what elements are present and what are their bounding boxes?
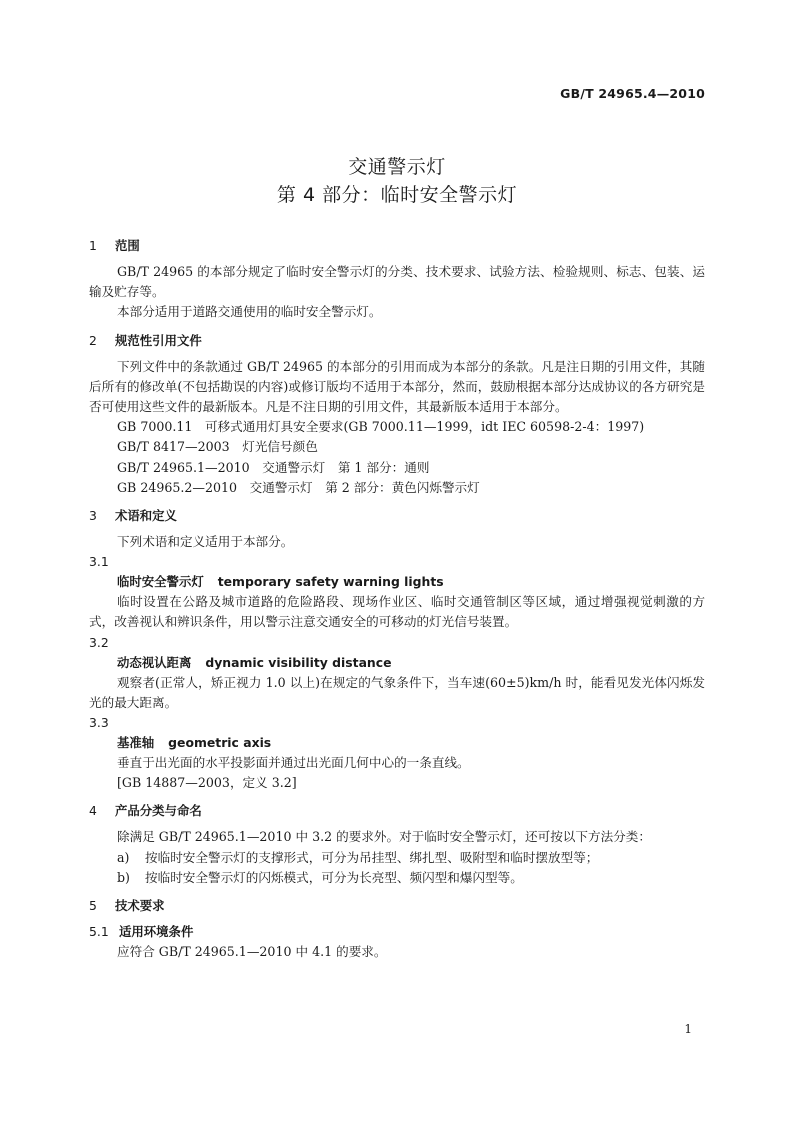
list-item: [89, 868, 705, 888]
paragraph: 应符合 GB/T 24965.1—2010 中 4.1 的要求。: [117, 944, 387, 960]
paragraph: 下列文件中的条款通过 GB/T 24965 的本部分的引用而成为本部分的条款。凡是注日期的引用文件，其随后所有的修改单(不包括勘误的内容)或修订版均不适用于本部分，然而，鼓励根据本部分达成协议的各方研究是否可使用这些文件的最新版本。凡是不注日期的引用文件，其最新版本适用于本部分。: [89, 358, 705, 415]
section-title: 术语和定义: [115, 508, 177, 524]
section-number: 3: [89, 508, 97, 524]
section-heading-normative-references: [89, 331, 705, 351]
term-en: dynamic visibility distance: [205, 654, 392, 670]
reference-item: GB 24965.2—2010 交通警示灯 第 2 部分：黄色闪烁警示灯: [117, 479, 480, 495]
standard-code: GB/T 24965.4—2010: [560, 86, 705, 101]
paragraph: 下列术语和定义适用于本部分。: [117, 534, 294, 550]
list-label: b): [117, 869, 130, 885]
term-heading: [89, 653, 705, 673]
subsection-title: 适用环境条件: [119, 924, 194, 940]
term-en: geometric axis: [168, 735, 272, 751]
section-number: 1: [89, 238, 97, 253]
section-number: 5: [89, 898, 97, 914]
list-text: 按临时安全警示灯的支撑形式，可分为吊挂型、绑扎型、吸附型和临时摆放型等；: [145, 849, 599, 865]
term-heading: [89, 733, 705, 753]
term-number: 3.1: [89, 554, 109, 570]
term-definition: 观察者(正常人，矫正视力 1.0 以上)在规定的气象条件下，当车速(60±5)km/h 时，能看见发光体闪烁发光的最大距离。: [89, 674, 705, 710]
subsection-number: 5.1: [89, 924, 109, 940]
section-heading-scope: [89, 236, 705, 256]
list-item: [89, 848, 705, 868]
list-label: a): [117, 849, 130, 865]
document-body: [89, 236, 705, 962]
document-title: 交通警示灯: [348, 156, 446, 178]
section-title: 技术要求: [115, 898, 165, 914]
section-heading-technical-requirements: [89, 896, 705, 916]
paragraph: 除满足 GB/T 24965.1—2010 中 3.2 的要求外。对于临时安全警示灯，还可按以下方法分类：: [117, 829, 651, 845]
list-text: 按临时安全警示灯的闪烁模式，可分为长亮型、频闪型和爆闪型等。: [145, 869, 523, 885]
section-title: 范围: [115, 238, 140, 253]
term-definition: 垂直于出光面的水平投影面并通过出光面几何中心的一条直线。: [117, 755, 470, 771]
term-definition: 临时设置在公路及城市道路的危险路段、现场作业区、临时交通管制区等区域，通过增强视觉刺激的方式，改善视认和辨识条件，用以警示注意交通安全的可移动的灯光信号装置。: [89, 594, 705, 630]
paragraph: GB/T 24965 的本部分规定了临时安全警示灯的分类、技术要求、试验方法、检验规则、标志、包装、运输及贮存等。: [89, 264, 705, 300]
paragraph: 本部分适用于道路交通使用的临时安全警示灯。: [117, 304, 382, 320]
subsection-heading: [89, 922, 705, 942]
term-cn: 基准轴: [117, 735, 155, 751]
term-number: 3.2: [89, 634, 109, 650]
section-number: 2: [89, 332, 97, 348]
reference-item: GB/T 8417—2003 灯光信号颜色: [117, 439, 318, 455]
term-cn: 临时安全警示灯: [117, 574, 204, 590]
section-title: 产品分类与命名: [115, 803, 202, 819]
term-cn: 动态视认距离: [117, 654, 192, 670]
section-heading-classification: [89, 801, 705, 821]
term-en: temporary safety warning lights: [217, 574, 444, 590]
section-heading-terms: [89, 506, 705, 526]
page-number: 1: [684, 1022, 692, 1036]
term-source: [GB 14887—2003，定义 3.2]: [117, 775, 297, 791]
term-number: 3.3: [89, 715, 109, 731]
reference-item: GB/T 24965.1—2010 交通警示灯 第 1 部分：通则: [117, 459, 430, 475]
document-subtitle: 第 4 部分：临时安全警示灯: [276, 184, 518, 206]
reference-item: GB 7000.11 可移式通用灯具安全要求(GB 7000.11—1999，idt IEC 60598-2-4：1997): [117, 419, 645, 435]
section-title: 规范性引用文件: [115, 332, 202, 348]
term-heading: [89, 572, 705, 592]
section-number: 4: [89, 803, 97, 819]
